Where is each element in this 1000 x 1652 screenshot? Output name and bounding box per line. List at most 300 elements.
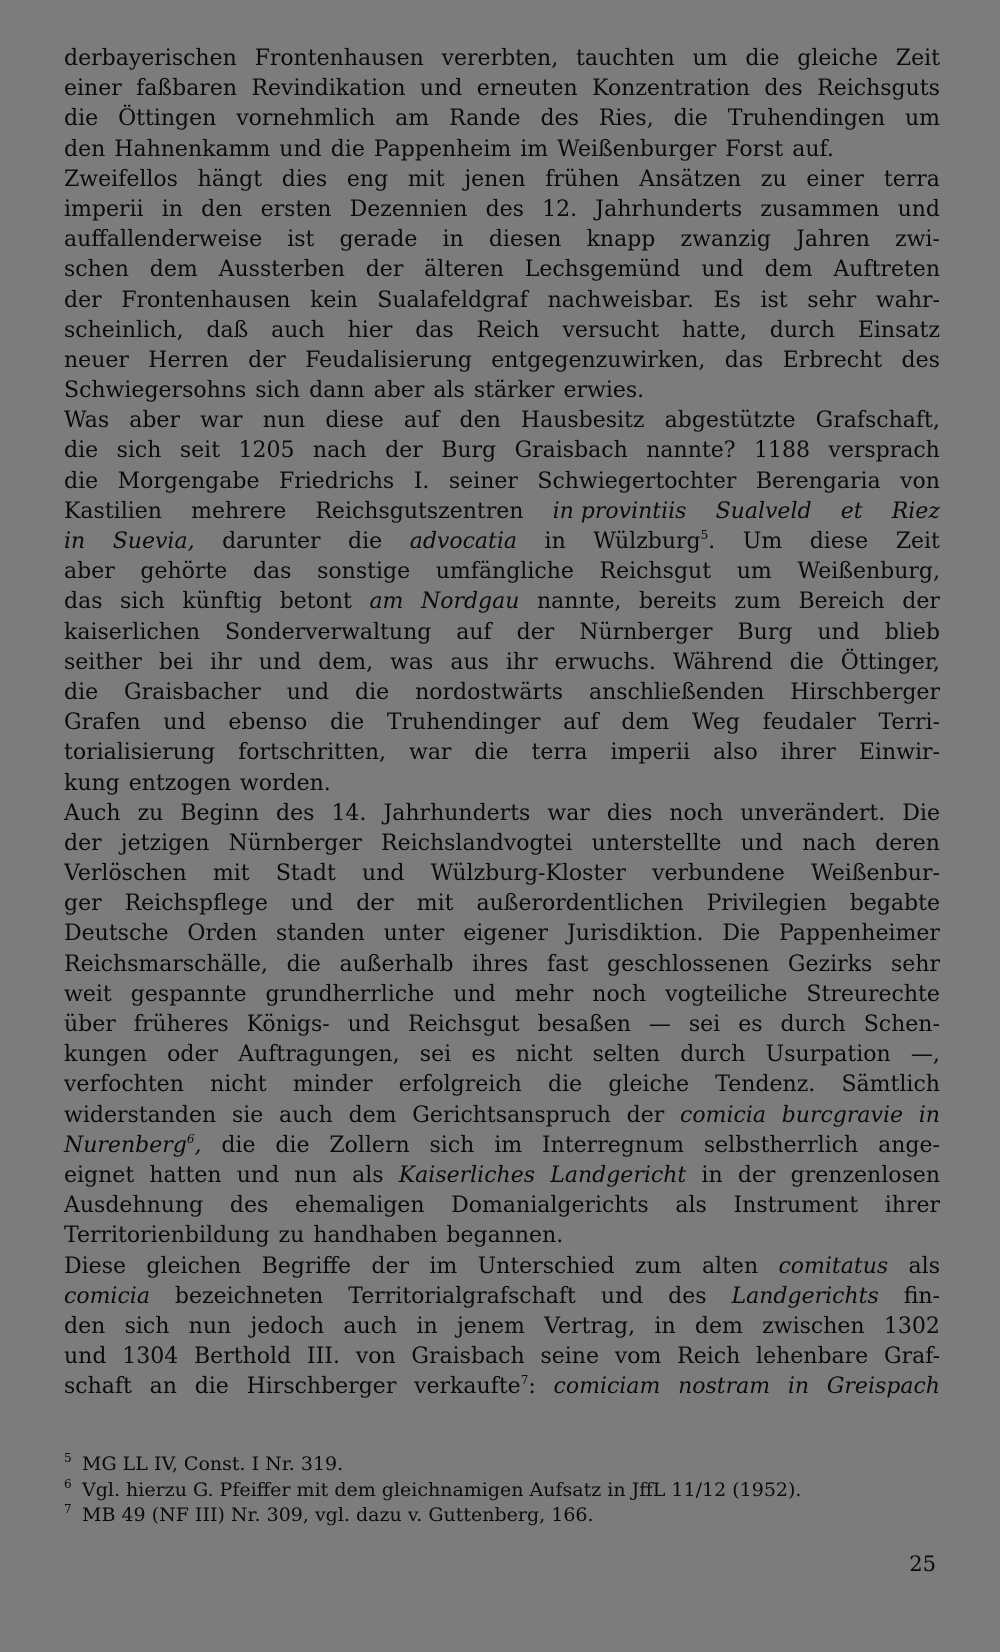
text-line bbox=[64, 708, 940, 738]
word: seither bbox=[64, 649, 142, 675]
word: der bbox=[356, 891, 394, 917]
word: über bbox=[64, 1012, 116, 1037]
word: Tendenz. bbox=[715, 1072, 816, 1098]
word: in bbox=[442, 227, 464, 253]
word: diese bbox=[325, 408, 384, 434]
word: eigener bbox=[463, 921, 549, 947]
word: Territorienbildung bbox=[64, 1223, 270, 1249]
text-line bbox=[64, 1040, 940, 1070]
text-line bbox=[64, 678, 940, 708]
word: das bbox=[252, 559, 292, 585]
word: aber bbox=[373, 378, 425, 404]
word: vornehmlich bbox=[236, 106, 376, 132]
word: Aussterben bbox=[218, 257, 345, 283]
word: einer bbox=[806, 166, 865, 192]
word: nordostwärts bbox=[415, 679, 564, 705]
word: selbstherrlich bbox=[703, 1132, 859, 1158]
word: Jahrhunderts bbox=[383, 800, 531, 826]
word: Reichspflege bbox=[124, 891, 268, 917]
word: derbayerischen bbox=[64, 46, 237, 71]
word: seiner bbox=[448, 468, 518, 494]
word: nun bbox=[262, 408, 306, 434]
word: die bbox=[474, 740, 509, 766]
word: dies bbox=[606, 800, 653, 826]
footnote-number: 6 bbox=[64, 1476, 72, 1491]
text-line bbox=[64, 165, 940, 195]
word: Jurisdiktion. bbox=[566, 921, 704, 947]
word: Öttinger, bbox=[840, 649, 940, 675]
text-line bbox=[64, 1252, 940, 1282]
word: nach bbox=[312, 438, 367, 464]
text-line bbox=[64, 376, 940, 406]
word: Morgengabe bbox=[117, 468, 260, 494]
word: und bbox=[362, 861, 405, 887]
word: Nürnberger bbox=[579, 619, 713, 645]
word: worden. bbox=[239, 770, 331, 796]
word: dem bbox=[149, 257, 198, 283]
word: minder bbox=[292, 1072, 373, 1098]
text-line bbox=[64, 406, 940, 436]
word: et bbox=[840, 498, 863, 524]
word: auf bbox=[563, 710, 599, 736]
word: diese bbox=[809, 529, 869, 554]
word: seit bbox=[179, 438, 221, 464]
word: 14. bbox=[331, 800, 367, 826]
word: Streurechte bbox=[806, 981, 940, 1007]
word: dem bbox=[694, 1313, 743, 1339]
text-line bbox=[64, 135, 940, 165]
text-line bbox=[64, 1161, 940, 1191]
word: dem bbox=[621, 710, 670, 736]
text-line bbox=[64, 1312, 940, 1342]
word: widerstanden bbox=[64, 1102, 217, 1128]
word: Schen- bbox=[863, 1012, 940, 1037]
word: Instrument bbox=[733, 1193, 859, 1219]
text-line bbox=[64, 1070, 940, 1100]
word: Jahren bbox=[796, 227, 870, 253]
word: als bbox=[908, 1253, 940, 1279]
text-line bbox=[64, 919, 940, 949]
word: Reichsgutszentren bbox=[315, 498, 524, 524]
word: ihr bbox=[210, 649, 242, 675]
word: nannte? bbox=[646, 438, 736, 464]
word: der bbox=[365, 257, 404, 283]
word: Um bbox=[742, 529, 783, 554]
word: mit bbox=[212, 861, 250, 887]
word: Revindikation bbox=[251, 76, 406, 102]
word: —, bbox=[910, 1042, 940, 1068]
word: tauchten bbox=[576, 46, 675, 71]
word: sie bbox=[231, 1102, 264, 1128]
word: nach bbox=[802, 830, 856, 856]
word: durch bbox=[680, 1042, 746, 1068]
word: Hahnenkamm bbox=[114, 136, 271, 162]
word: kaiserlichen bbox=[64, 619, 201, 645]
word: geschlossenen bbox=[607, 951, 770, 977]
word: das bbox=[724, 347, 764, 373]
word: Sualveld bbox=[715, 498, 812, 524]
text-line bbox=[64, 587, 940, 617]
word: durch bbox=[769, 317, 836, 343]
word: blieb bbox=[884, 619, 940, 645]
word: Ansätzen bbox=[639, 166, 742, 192]
word: unterstellte bbox=[591, 830, 722, 856]
word: Reichslandvogtei bbox=[381, 830, 573, 856]
word: Wülzburg$^5$. bbox=[593, 528, 716, 554]
word: dem bbox=[764, 257, 813, 283]
word: in bbox=[654, 1313, 676, 1339]
word: als bbox=[433, 378, 465, 404]
word: fast bbox=[546, 951, 589, 977]
word: I. bbox=[413, 468, 430, 494]
word: und bbox=[64, 1344, 107, 1370]
word: entgegenzuwirken, bbox=[491, 347, 706, 373]
word: aus bbox=[450, 649, 489, 675]
word: Begriffe bbox=[261, 1253, 352, 1279]
text-line bbox=[64, 829, 940, 859]
word: ehemaligen bbox=[294, 1193, 425, 1219]
word: aber bbox=[64, 559, 115, 585]
word: Reich bbox=[476, 317, 540, 343]
text-line bbox=[64, 769, 940, 799]
word: torialisierung bbox=[64, 740, 216, 766]
word: Die bbox=[902, 800, 940, 826]
word: und bbox=[290, 891, 334, 917]
word: was bbox=[390, 649, 434, 675]
word: um bbox=[904, 106, 940, 132]
word: seine bbox=[540, 1344, 599, 1370]
word: Grafschaft, bbox=[815, 408, 940, 434]
word: neuer bbox=[64, 347, 129, 373]
word: noch bbox=[669, 800, 724, 826]
word: begannen. bbox=[446, 1223, 564, 1249]
word: und bbox=[701, 257, 744, 283]
word: in bbox=[64, 529, 86, 554]
word: eignet bbox=[64, 1162, 135, 1188]
word: Interregnum bbox=[541, 1132, 685, 1158]
word: Privilegien bbox=[706, 891, 827, 917]
word: Verlöschen bbox=[64, 861, 187, 887]
word: Burg bbox=[441, 438, 497, 464]
word: Suevia, bbox=[112, 529, 195, 554]
word: in bbox=[161, 196, 183, 222]
word: Graisbach bbox=[514, 438, 628, 464]
word: Hirschberger bbox=[790, 679, 940, 705]
word: Lechsgemünd bbox=[524, 257, 681, 283]
word: früheres bbox=[133, 1012, 229, 1037]
word: auf bbox=[456, 619, 492, 645]
text-line bbox=[64, 1372, 940, 1402]
word: betont bbox=[279, 589, 352, 615]
word: Hausbesitz bbox=[520, 408, 645, 434]
word: comiciam bbox=[553, 1374, 661, 1400]
word: zusammen bbox=[760, 196, 880, 222]
word: in bbox=[918, 1102, 940, 1128]
word: Einsatz bbox=[857, 317, 940, 343]
word: Auch bbox=[64, 800, 121, 826]
footnote-text: MB 49 (NF III) Nr. 309, vgl. dazu v. Guttenberg, 166. bbox=[82, 1504, 594, 1526]
footnote bbox=[64, 1452, 940, 1478]
word: knapp bbox=[586, 227, 656, 253]
word: als bbox=[352, 1162, 384, 1188]
word: unter bbox=[383, 921, 445, 947]
word: versucht bbox=[562, 317, 660, 343]
word: außerordentlichen bbox=[476, 891, 684, 917]
word: die bbox=[745, 46, 780, 71]
word: Stadt bbox=[275, 861, 336, 887]
word: Frontenhausen bbox=[254, 46, 424, 71]
word: zwanzig bbox=[680, 227, 771, 253]
word: III. bbox=[306, 1344, 340, 1370]
word: erneuten bbox=[476, 76, 578, 102]
word: die bbox=[330, 136, 365, 162]
word: burcgravie bbox=[781, 1102, 904, 1128]
word: Reichsguts bbox=[817, 76, 940, 102]
word: die bbox=[673, 106, 708, 132]
word: Sämtlich bbox=[841, 1072, 940, 1098]
word: auf. bbox=[792, 136, 834, 162]
word: der bbox=[64, 287, 102, 313]
word: mehrere bbox=[191, 498, 287, 524]
word: Domanialgerichts bbox=[451, 1193, 649, 1219]
word: Auftreten bbox=[833, 257, 940, 283]
word: terra bbox=[531, 740, 588, 766]
word: zwischen bbox=[762, 1313, 865, 1339]
word: Sonderverwaltung bbox=[225, 619, 432, 645]
word: um bbox=[692, 46, 728, 71]
word: Kaiserliches bbox=[398, 1162, 536, 1188]
word: schaft bbox=[64, 1374, 132, 1400]
word: Weißenburg, bbox=[797, 559, 940, 585]
word: Graf- bbox=[884, 1344, 940, 1370]
word: vom bbox=[614, 1344, 662, 1370]
word: Reichsmarschälle, bbox=[64, 951, 268, 977]
word: Die bbox=[722, 921, 761, 947]
word: Ries, bbox=[598, 106, 654, 132]
word: des bbox=[540, 106, 579, 132]
word: der bbox=[385, 438, 423, 464]
word: Zollern bbox=[329, 1132, 410, 1158]
text-line bbox=[64, 1101, 940, 1131]
word: von bbox=[900, 468, 940, 494]
word: hier bbox=[347, 317, 393, 343]
word: gespannte bbox=[130, 981, 247, 1007]
word: sehr bbox=[807, 287, 857, 313]
word: erwies. bbox=[563, 378, 645, 404]
word: weit bbox=[64, 981, 112, 1007]
word: mit bbox=[416, 891, 454, 917]
word: und bbox=[258, 649, 302, 675]
text-line bbox=[64, 104, 940, 134]
footnote-number: 5 bbox=[64, 1451, 72, 1465]
word: die bbox=[64, 679, 99, 705]
word: die bbox=[548, 1072, 583, 1098]
word: der bbox=[516, 619, 555, 645]
text-line bbox=[64, 618, 940, 648]
word: vogteiliche bbox=[665, 981, 788, 1007]
word: Orden bbox=[187, 921, 258, 947]
word: Es bbox=[713, 287, 741, 313]
word: nun bbox=[188, 1313, 232, 1339]
word: außerhalb bbox=[339, 951, 454, 977]
word: Zeit bbox=[895, 46, 940, 71]
word: sich bbox=[120, 589, 165, 615]
word: ersten bbox=[260, 196, 332, 222]
word: die bbox=[221, 1132, 256, 1158]
word: noch bbox=[592, 981, 647, 1007]
text-line bbox=[64, 950, 940, 980]
text-line bbox=[64, 557, 940, 587]
body-text bbox=[64, 44, 940, 1402]
word: Greispach bbox=[826, 1374, 940, 1400]
word: standen bbox=[276, 921, 365, 947]
text-line bbox=[64, 44, 940, 74]
word: einer bbox=[64, 76, 122, 102]
word: und bbox=[286, 679, 330, 705]
word: faßbaren bbox=[136, 76, 238, 102]
word: sonstige bbox=[317, 559, 411, 585]
word: Usurpation bbox=[765, 1042, 891, 1068]
word: unverändert. bbox=[740, 800, 886, 826]
word: und bbox=[817, 619, 860, 645]
word: die bbox=[194, 1374, 229, 1400]
word: Landgericht bbox=[550, 1162, 687, 1188]
word: besaßen bbox=[537, 1012, 631, 1037]
word: auch bbox=[279, 1102, 333, 1128]
word: verfochten bbox=[64, 1072, 184, 1098]
word: der bbox=[64, 830, 102, 856]
word: sei bbox=[688, 1012, 721, 1037]
word: also bbox=[713, 740, 758, 766]
word: ist bbox=[287, 227, 315, 253]
word: die bbox=[64, 106, 99, 132]
word: Nürnberger bbox=[228, 830, 362, 856]
text-line bbox=[64, 738, 940, 768]
word: in bbox=[544, 529, 566, 554]
word: war bbox=[408, 740, 452, 766]
word: der bbox=[626, 1102, 665, 1128]
word: verbundene bbox=[652, 861, 785, 887]
word: zu bbox=[278, 1223, 305, 1249]
word: den bbox=[459, 408, 501, 434]
word: grenzenlosen bbox=[790, 1162, 940, 1188]
word: ist bbox=[760, 287, 788, 313]
word: sich bbox=[255, 378, 301, 404]
word: entzogen bbox=[128, 770, 231, 796]
word: die bbox=[329, 710, 365, 736]
word: gleiche bbox=[608, 1072, 690, 1098]
text-line bbox=[64, 1342, 940, 1372]
word: Grafen bbox=[64, 710, 141, 736]
footnotes bbox=[64, 1452, 940, 1529]
text-line bbox=[64, 799, 940, 829]
word: in bbox=[416, 1313, 438, 1339]
word: kung bbox=[64, 770, 120, 796]
word: und bbox=[453, 981, 496, 1007]
word: comicia bbox=[680, 1102, 766, 1128]
word: und bbox=[163, 710, 206, 736]
word: zum bbox=[634, 1253, 682, 1279]
word: ihrer bbox=[780, 740, 836, 766]
word: dem, bbox=[318, 649, 374, 675]
word: es bbox=[738, 1012, 763, 1037]
text-line bbox=[64, 980, 940, 1010]
word: der bbox=[902, 589, 940, 615]
word: in bbox=[787, 1374, 810, 1400]
word: die bbox=[355, 679, 390, 705]
word: fortschritten, bbox=[238, 740, 387, 766]
word: des bbox=[229, 1193, 269, 1219]
word: des bbox=[901, 347, 940, 373]
word: nannte, bbox=[536, 589, 622, 615]
word: dies bbox=[281, 166, 328, 192]
word: Frontenhausen bbox=[121, 287, 291, 313]
word: den bbox=[64, 136, 106, 162]
word: aber bbox=[129, 408, 180, 434]
word: die bbox=[64, 468, 99, 494]
word: selten bbox=[592, 1042, 660, 1068]
text-line bbox=[64, 648, 940, 678]
word: Kastilien bbox=[64, 498, 162, 524]
word: — bbox=[648, 1012, 671, 1037]
word: mehr bbox=[514, 981, 574, 1007]
word: comicia bbox=[64, 1283, 150, 1309]
word: Diese bbox=[64, 1253, 127, 1279]
word: Erbrecht bbox=[782, 347, 883, 373]
word: Pappenheimer bbox=[778, 921, 940, 947]
word: Feudalisierung bbox=[305, 347, 472, 373]
word: war bbox=[547, 800, 590, 826]
word: Sualafeldgraf bbox=[377, 287, 528, 313]
word: Schwiegersohns bbox=[64, 378, 247, 404]
word: Herren bbox=[148, 347, 229, 373]
text-line bbox=[64, 286, 940, 316]
word: Truhendingen bbox=[727, 106, 886, 132]
word: abgestützte bbox=[664, 408, 796, 434]
text-line bbox=[64, 889, 940, 919]
word: an bbox=[149, 1374, 177, 1400]
word: war bbox=[200, 408, 243, 434]
word: den bbox=[201, 196, 243, 222]
word: feudaler bbox=[762, 710, 856, 736]
word: Reichsgut bbox=[408, 1012, 520, 1037]
word: der bbox=[248, 347, 286, 373]
footnote-ref: 7 bbox=[520, 1373, 529, 1388]
word: versprach bbox=[828, 438, 940, 464]
word: und bbox=[419, 76, 463, 102]
word: des bbox=[276, 800, 315, 826]
word: begabte bbox=[849, 891, 940, 917]
word: eng bbox=[346, 166, 389, 192]
word: erfolgreich bbox=[398, 1072, 522, 1098]
word: 1304 bbox=[122, 1344, 179, 1370]
word: des bbox=[485, 196, 524, 222]
word: zwi- bbox=[895, 227, 940, 253]
word: gerade bbox=[339, 227, 418, 253]
word: sehr bbox=[891, 951, 940, 977]
word: ihres bbox=[472, 951, 529, 977]
word: die bbox=[286, 951, 321, 977]
text-line bbox=[64, 527, 940, 557]
word: terra bbox=[883, 166, 940, 192]
word: lehenbare bbox=[756, 1344, 869, 1370]
word: 1188 bbox=[753, 438, 810, 464]
word: hatten bbox=[149, 1162, 222, 1188]
word: vererbten, bbox=[441, 46, 559, 71]
word: der bbox=[371, 1253, 410, 1279]
word: Rande bbox=[449, 106, 521, 132]
word: Öttingen bbox=[118, 106, 217, 132]
